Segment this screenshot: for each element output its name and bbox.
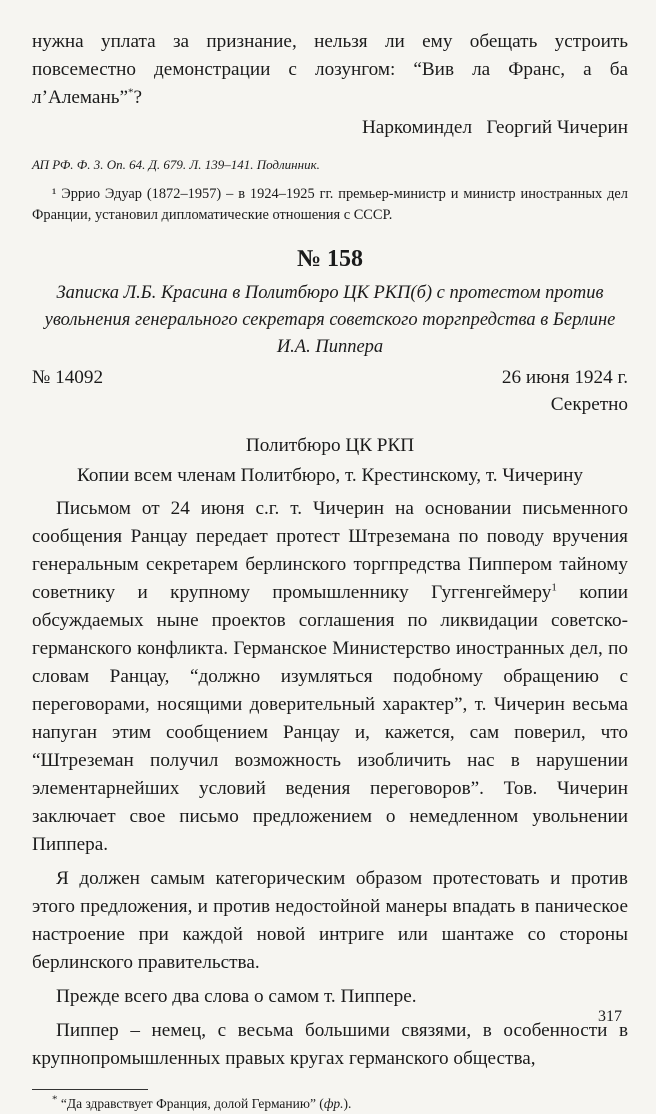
footnote-mark-1: 1 bbox=[551, 581, 557, 594]
footnote-herriot: ¹ Эррио Эдуар (1872–1957) – в 1924–1925 гг. премьер-министр и министр иностранных дел Франции, установил дипломатические отношения с СССР. bbox=[32, 186, 628, 223]
registration-row bbox=[32, 364, 628, 391]
signature: Наркоминдел Георгий Чичерин bbox=[361, 117, 628, 138]
footnote-translation-close: ). bbox=[343, 1096, 352, 1111]
continued-paragraph-text: нужна уплата за признание, нельзя ли ему обещать устроить повсеместно демонстрации с лозунгом: “Вив ла Франс, а ба л’Алемань” bbox=[32, 31, 628, 108]
document-title: Записка Л.Б. Красина в Политбюро ЦК РКП(б) с протестом против увольнения генерального секретаря советского торгпредства в Берлине И.А. Пиппера bbox=[44, 283, 616, 357]
secrecy-label: Секретно bbox=[550, 394, 628, 415]
registration-number: № 14092 bbox=[32, 367, 104, 388]
footnote-mark: * bbox=[127, 86, 134, 99]
continued-paragraph-end: ? bbox=[133, 87, 143, 108]
document-page bbox=[32, 28, 628, 1114]
footnote-divider bbox=[32, 1089, 148, 1090]
paragraph-1-text-a: Письмом от 24 июня с.г. т. Чичерин на основании письменного сообщения Ранцау передает протест Штреземана по поводу вручения генеральным секретарем берлинского торгпредства Пиппером тайному советнику и крупному промышленнику Гуггенгеймеру bbox=[32, 498, 628, 603]
archive-reference: АП РФ. Ф. 3. Оп. 64. Д. 679. Л. 139–141. Подлинник. bbox=[32, 157, 320, 172]
copies-line: Копии всем членам Политбюро, т. Крестинскому, т. Чичерину bbox=[77, 465, 583, 486]
paragraph-2: Я должен самым категорическим образом протестовать и против этого предложения, и против недостойной манеры впадать в паническое настроение при каждой новой интриге или шантаже со стороны берлинского правительства. bbox=[32, 868, 628, 973]
footnote-translation bbox=[32, 1094, 628, 1114]
paragraph-1 bbox=[32, 495, 628, 859]
footnote-block bbox=[32, 184, 628, 226]
page-number: 317 bbox=[598, 1008, 622, 1025]
paragraph-4: Пиппер – немец, с весьма большими связями, в особенности в крупнопромышленных правых кругах германского общества, bbox=[32, 1020, 628, 1069]
footnote-translation-lang: фр. bbox=[323, 1096, 344, 1111]
footnote-translation-mark: * bbox=[52, 1093, 58, 1106]
document-date: 26 июня 1924 г. bbox=[501, 367, 628, 388]
footnote-translation-text: “Да здравствует Франция, долой Германию” ( bbox=[57, 1096, 324, 1111]
paragraph-1-text-b: копии обсуждаемых ныне проектов соглашения по ликвидации советско-германского конфликта. Германское Министерство иностранных дел, по словам Ранцау, “должно изумляться подобному обращению с переговорами, носящими доверительный характер”, т. Чичерин весьма напуган этим сообщением Ранцау и, кажется, сам поверил, что “Штреземан получил возможность изобличить нас в нарушении элементарнейших условий ведения переговоров”. Тов. Чичерин заключает свое письмо предложением о немедленном увольнении Пиппера. bbox=[32, 582, 629, 855]
document-number: № 158 bbox=[296, 246, 364, 272]
paragraph-3: Прежде всего два слова о самом т. Пиппере. bbox=[56, 986, 417, 1007]
continued-paragraph bbox=[32, 28, 628, 112]
addressee: Политбюро ЦК РКП bbox=[245, 435, 415, 456]
